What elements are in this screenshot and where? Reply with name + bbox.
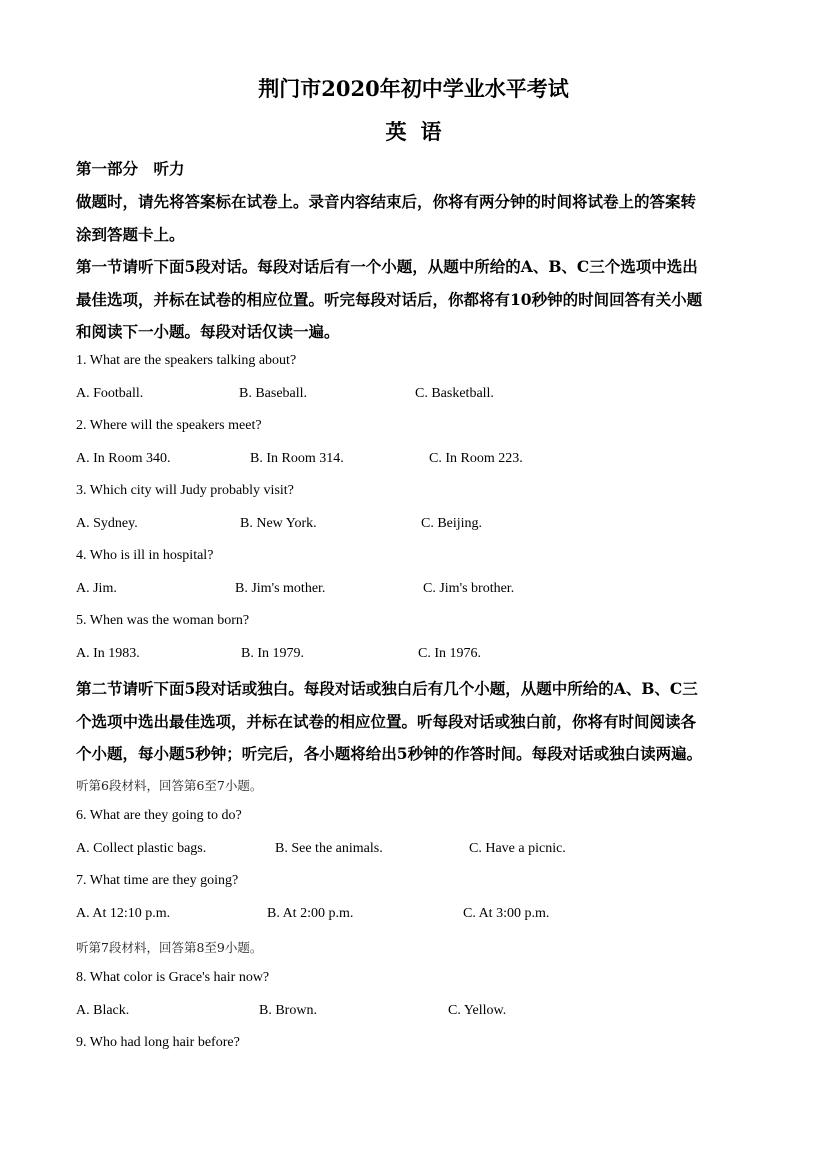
instruction-line: 做题时，请先将答案标在试卷上。录音内容结束后，你将有两分钟的时间将试卷上的答案转	[76, 192, 697, 211]
question-5: 5. When was the woman born?	[76, 613, 250, 628]
question-6: 6. What are they going to do?	[76, 808, 242, 823]
option-a: A. In 1983.	[76, 646, 140, 661]
question-7: 7. What time are they going?	[76, 873, 239, 888]
option-b: B. Baseball.	[239, 386, 308, 401]
section2-instruction: 个选项中选出最佳选项，并标在试卷的相应位置。听每段对话或独白前，你将有时间阅读各	[76, 712, 697, 731]
question-9: 9. Who had long hair before?	[76, 1035, 240, 1050]
subject-title: 英语	[385, 119, 456, 144]
section1-instruction: 最佳选项，并标在试卷的相应位置。听完每段对话后，你都将有10秒钟的时间回答有关小题	[76, 290, 703, 309]
question-3: 3. Which city will Judy probably visit?	[76, 483, 294, 498]
option-a: A. Football.	[76, 386, 144, 401]
question-4: 4. Who is ill in hospital?	[76, 548, 214, 563]
option-c: C. In 1976.	[418, 646, 481, 661]
option-c: C. Have a picnic.	[469, 841, 566, 856]
option-b: B. In Room 314.	[250, 451, 344, 466]
section1-instruction: 和阅读下一小题。每段对话仅读一遍。	[76, 322, 340, 341]
option-b: B. See the animals.	[275, 841, 383, 856]
section1-instruction: 第一节请听下面5段对话。每段对话后有一个小题，从题中所给的A、B、C三个选项中选出	[76, 257, 698, 276]
exam-title: 荆门市2020年初中学业水平考试	[258, 76, 569, 101]
question-2: 2. Where will the speakers meet?	[76, 418, 262, 433]
material-note: 听第7段材料，回答第8至9小题。	[76, 940, 263, 955]
option-b: B. At 2:00 p.m.	[267, 906, 354, 921]
option-a: A. Collect plastic bags.	[76, 841, 207, 856]
instruction-line: 涂到答题卡上。	[76, 225, 185, 244]
option-a: A. At 12:10 p.m.	[76, 906, 171, 921]
option-b: B. In 1979.	[241, 646, 304, 661]
option-c: C. Yellow.	[448, 1003, 507, 1018]
material-note: 听第6段材料，回答第6至7小题。	[76, 778, 263, 793]
section2-instruction: 个小题，每小题5秒钟；听完后，各小题将给出5秒钟的作答时间。每段对话或独白读两遍。	[76, 744, 703, 763]
question-1: 1. What are the speakers talking about?	[76, 353, 297, 368]
option-a: A. Sydney.	[76, 516, 138, 531]
question-8: 8. What color is Grace's hair now?	[76, 970, 270, 985]
option-a: A. Jim.	[76, 581, 117, 596]
part1-heading: 第一部分 听力	[76, 159, 185, 178]
option-c: C. Jim's brother.	[423, 581, 515, 596]
option-c: C. Beijing.	[421, 516, 483, 531]
option-a: A. Black.	[76, 1003, 130, 1018]
option-c: C. Basketball.	[415, 386, 494, 401]
option-b: B. Brown.	[259, 1003, 317, 1018]
option-c: C. In Room 223.	[429, 451, 523, 466]
option-b: B. New York.	[240, 516, 317, 531]
option-c: C. At 3:00 p.m.	[463, 906, 550, 921]
option-a: A. In Room 340.	[76, 451, 171, 466]
section2-instruction: 第二节请听下面5段对话或独白。每段对话或独白后有几个小题，从题中所给的A、B、C三	[76, 679, 698, 698]
option-b: B. Jim's mother.	[235, 581, 326, 596]
